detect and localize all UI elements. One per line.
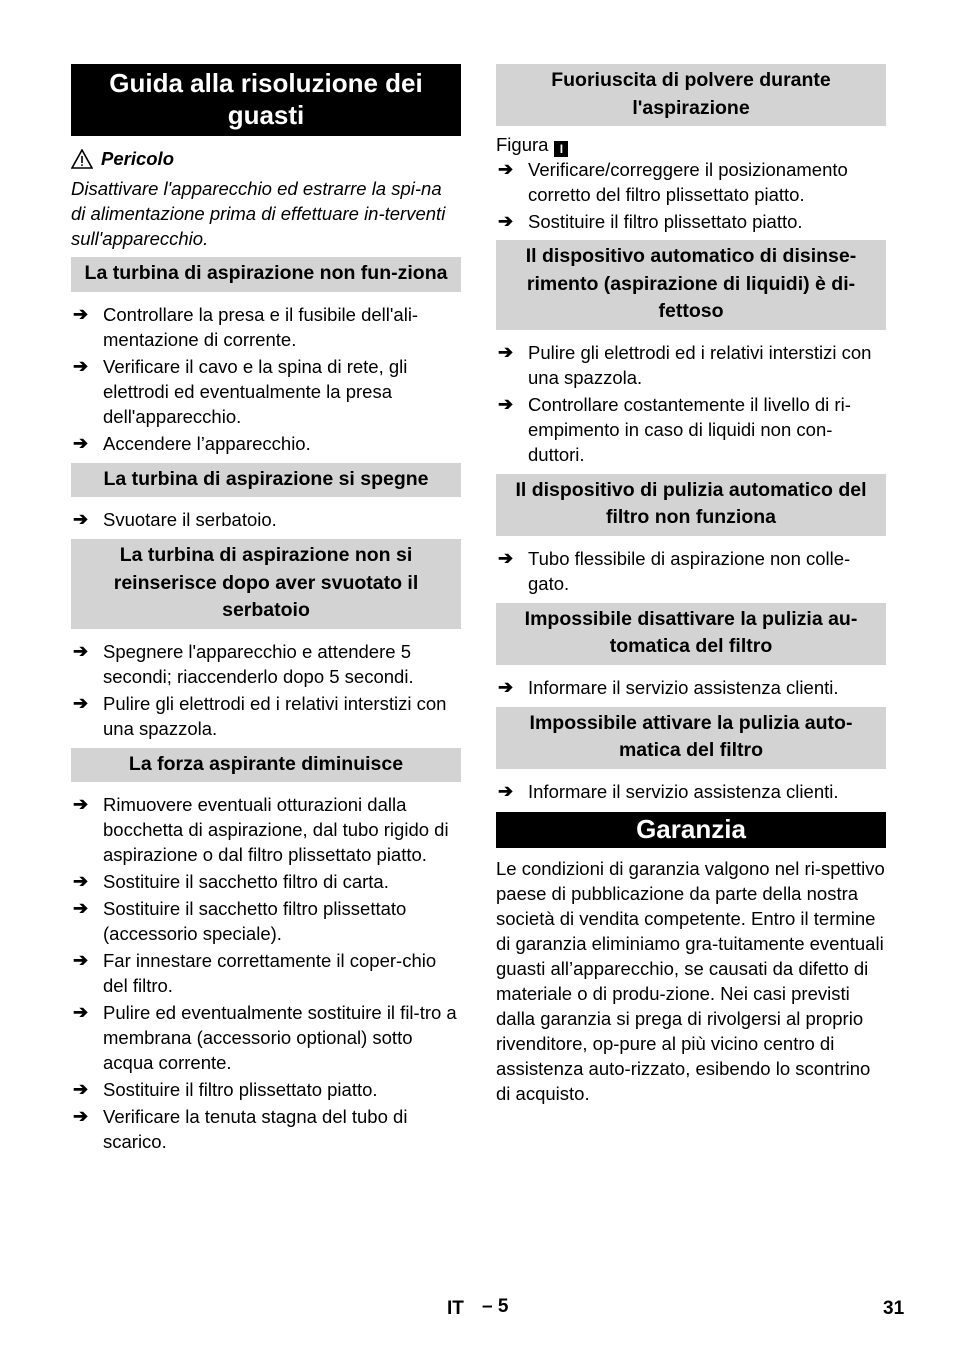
list-item: ➔ Controllare la presa e il fusibile dell'ali-mentazione di corrente. <box>73 303 419 350</box>
section-heading-suction-decreases: La forza aspirante diminuisce <box>71 748 461 783</box>
section-heading-cannot-deactivate-cleaning: Impossibile disattivare la pulizia au-tomatica del filtro <box>496 603 886 665</box>
arrow-right-icon: ➔ <box>73 692 89 713</box>
footer-language: IT <box>447 1298 464 1319</box>
figure-label: Figura <box>496 134 549 155</box>
list-item: ➔ Sostituire il sacchetto filtro di carta. <box>73 871 389 892</box>
list-item: ➔ Controllare costantemente il livello di ri-empimento in caso di liquidi non con-duttori. <box>498 393 851 465</box>
left-column <box>71 64 461 1156</box>
figure-reference <box>496 132 886 157</box>
arrow-right-icon: ➔ <box>73 871 89 891</box>
warranty-heading: Garanzia <box>496 812 886 848</box>
list-item: ➔ Verificare il cavo e la spina di rete, gli elettrodi ed eventualmente la presa dell'apparecchio. <box>73 355 408 427</box>
arrow-right-icon: ➔ <box>498 159 514 179</box>
list-auto-shutoff-defective <box>496 340 886 467</box>
list-suction-decreases <box>71 792 461 1154</box>
figure-ref-box: I <box>554 141 568 157</box>
list-turbine-not-working <box>71 302 461 456</box>
warranty-text: Le condizioni di garanzia valgono nel ri-spettivo paese di pubblicazione da parte della nostra società di vendita competente. Entro il termine di garanzia eliminiamo gra-tuitamente eventuali guasti all’apparecchio, se causati da difetto di materiale o di produ-zione. Nei casi previsti dalla garanzia si prega di rivolgersi al proprio rivenditore, op-pure al più vicino centro di assistenza auto-rizzato, esibendo lo scontrino di acquisto. <box>496 857 885 1104</box>
section-heading-turbine-switches-off: La turbina di aspirazione si spegne <box>71 463 461 498</box>
section-heading-turbine-not-restarting: La turbina di aspirazione non si reinserisce dopo aver svuotato il serbatoio <box>71 539 461 629</box>
section-heading-dust-leak: Fuoriuscita di polvere durante l'aspirazione <box>496 64 886 126</box>
danger-label-row <box>71 146 461 171</box>
arrow-right-icon: ➔ <box>73 303 89 324</box>
arrow-right-icon: ➔ <box>73 1002 89 1022</box>
list-item: ➔ Far innestare correttamente il coper-chio del filtro. <box>73 950 437 996</box>
arrow-right-icon: ➔ <box>73 432 89 453</box>
list-cannot-deactivate-cleaning <box>496 675 886 700</box>
list-item: ➔ Pulire gli elettrodi ed i relativi interstizi con una spazzola. <box>498 341 872 388</box>
list-item: ➔ Pulire ed eventualmente sostituire il fil-tro a membrana (accessorio optional) sotto acqua corrente. <box>73 1002 457 1073</box>
arrow-right-icon: ➔ <box>73 355 89 376</box>
troubleshooting-heading: Guida alla risoluzione dei guasti <box>71 64 461 136</box>
section-heading-turbine-not-working: La turbina di aspirazione non fun-ziona <box>71 257 461 292</box>
section-heading-auto-filter-cleaning-fails: Il dispositivo di pulizia automatico del filtro non funziona <box>496 474 886 536</box>
list-item: ➔ Rimuovere eventuali otturazioni dalla bocchetta di aspirazione, dal tubo rigido di aspirazione o dal filtro plissettato piatto. <box>73 794 449 865</box>
list-item: ➔ Svuotare il serbatoio. <box>73 509 277 530</box>
section-heading-auto-shutoff-defective: Il dispositivo automatico di disinse-rimento (aspirazione di liquidi) è di-fettoso <box>496 240 886 330</box>
arrow-right-icon: ➔ <box>73 1106 89 1126</box>
arrow-right-icon: ➔ <box>498 393 514 414</box>
arrow-right-icon: ➔ <box>498 676 514 697</box>
arrow-right-icon: ➔ <box>73 794 89 814</box>
list-item: ➔ Accendere l’apparecchio. <box>73 432 311 454</box>
list-item: ➔ Sostituire il filtro plissettato piatto. <box>498 211 803 232</box>
list-item: ➔ Informare il servizio assistenza clienti. <box>498 780 839 802</box>
list-item: ➔ Sostituire il sacchetto filtro plissettato (accessorio speciale). <box>73 898 407 944</box>
list-item: ➔ Tubo flessibile di aspirazione non colle-gato. <box>498 547 851 594</box>
section-heading-cannot-activate-cleaning: Impossibile attivare la pulizia auto-matica del filtro <box>496 707 886 769</box>
list-item: ➔ Informare il servizio assistenza clienti. <box>498 676 839 698</box>
arrow-right-icon: ➔ <box>73 640 89 661</box>
arrow-right-icon: ➔ <box>73 509 89 529</box>
list-turbine-switches-off <box>71 507 461 532</box>
warning-triangle-icon <box>71 149 93 169</box>
footer-section-page: – 5 <box>482 1296 509 1317</box>
arrow-right-icon: ➔ <box>73 950 89 970</box>
footer-page-number: 31 <box>883 1298 905 1319</box>
danger-label: Pericolo <box>101 148 174 169</box>
list-item: ➔ Spegnere l'apparecchio e attendere 5 secondi; riaccenderlo dopo 5 secondi. <box>73 640 414 687</box>
list-item: ➔ Verificare/correggere il posizionamento corretto del filtro plissettato piatto. <box>498 159 848 205</box>
arrow-right-icon: ➔ <box>73 898 89 918</box>
arrow-right-icon: ➔ <box>73 1079 89 1099</box>
arrow-right-icon: ➔ <box>498 211 514 231</box>
list-auto-filter-cleaning-fails <box>496 546 886 596</box>
arrow-right-icon: ➔ <box>498 341 514 362</box>
list-item: ➔ Verificare la tenuta stagna del tubo di scarico. <box>73 1106 408 1152</box>
arrow-right-icon: ➔ <box>498 780 514 801</box>
list-item: ➔ Pulire gli elettrodi ed i relativi interstizi con una spazzola. <box>73 692 447 739</box>
list-dust-leak <box>496 157 886 234</box>
list-cannot-activate-cleaning <box>496 779 886 804</box>
danger-text: Disattivare l'apparecchio ed estrarre la spi-na di alimentazione prima di effettuare in-terventi sull'apparecchio. <box>71 178 446 249</box>
right-column <box>496 64 886 1106</box>
list-turbine-not-restarting <box>71 639 461 741</box>
arrow-right-icon: ➔ <box>498 547 514 568</box>
list-item: ➔ Sostituire il filtro plissettato piatto. <box>73 1079 378 1100</box>
